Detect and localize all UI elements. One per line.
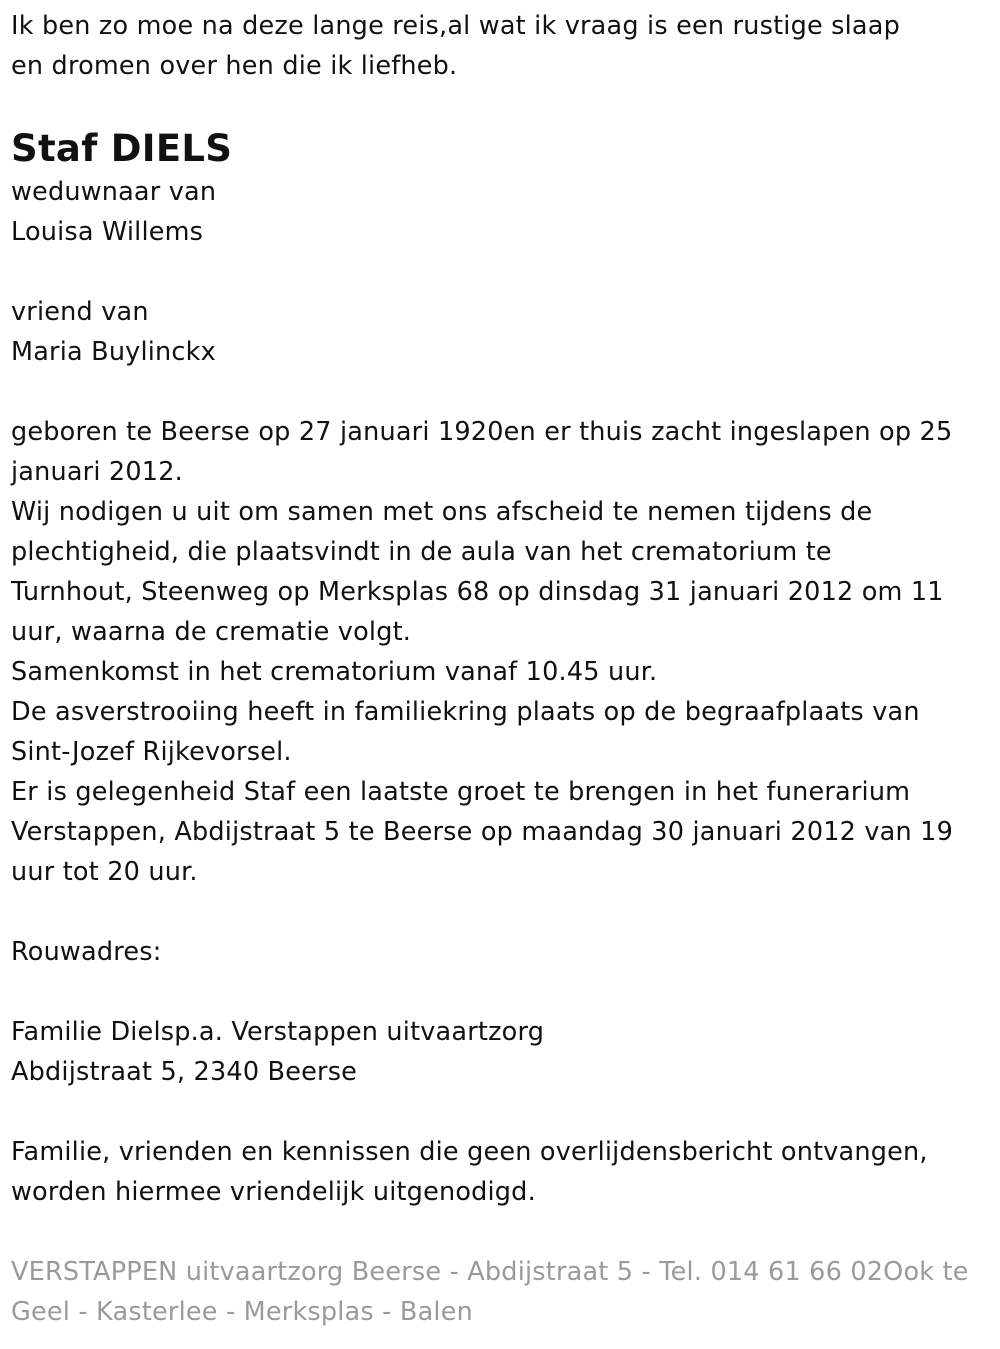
detail-line: Wij nodigen u uit om samen met ons afscheid te nemen tijdens de	[11, 497, 873, 527]
opening-quote	[11, 6, 993, 86]
footer-line-2: Geel - Kasterlee - Merksplas - Balen	[11, 1297, 473, 1327]
quote-line-2: en dromen over hen die ik liefheb.	[11, 51, 458, 81]
detail-line: Er is gelegenheid Staf een laatste groet te brengen in het funerarium	[11, 777, 911, 807]
deceased-name: Staf DIELS	[11, 127, 233, 170]
detail-line: uur, waarna de crematie volgt.	[11, 617, 412, 647]
detail-line: Turnhout, Steenweg op Merksplas 68 op dinsdag 31 januari 2012 om 11	[11, 577, 944, 607]
relation-2-name: Maria Buylinckx	[11, 337, 216, 367]
ceremony-details	[11, 412, 993, 892]
mourning-address-line-2: Abdijstraat 5, 2340 Beerse	[11, 1057, 358, 1087]
quote-line-1: Ik ben zo moe na deze lange reis,al wat ik vraag is een rustige slaap	[11, 11, 900, 41]
spacer	[11, 972, 993, 1012]
mourning-address-line-1: Familie Dielsp.a. Verstappen uitvaartzorg	[11, 1017, 545, 1047]
detail-line: geboren te Beerse op 27 januari 1920en er thuis zacht ingeslapen op 25	[11, 417, 953, 447]
obituary-notice	[11, 6, 993, 1332]
spacer	[11, 892, 993, 932]
funeral-home-footer	[11, 1252, 993, 1332]
spacer	[11, 252, 993, 292]
spacer	[11, 372, 993, 412]
spacer	[11, 1092, 993, 1132]
detail-line: uur tot 20 uur.	[11, 857, 198, 887]
relation-1-name: Louisa Willems	[11, 217, 204, 247]
detail-line: Sint-Jozef Rijkevorsel.	[11, 737, 292, 767]
mourning-address-label: Rouwadres:	[11, 937, 162, 967]
detail-line: Samenkomst in het crematorium vanaf 10.45 uur.	[11, 657, 658, 687]
detail-line: plechtigheid, die plaatsvindt in de aula van het crematorium te	[11, 537, 832, 567]
detail-line: januari 2012.	[11, 457, 183, 487]
detail-line: De asverstrooiing heeft in familiekring plaats op de begraafplaats van	[11, 697, 920, 727]
relation-1-label: weduwnaar van	[11, 177, 217, 207]
detail-line: Verstappen, Abdijstraat 5 te Beerse op maandag 30 januari 2012 van 19	[11, 817, 954, 847]
relation-2-label: vriend van	[11, 297, 149, 327]
invitation-line-2: worden hiermee vriendelijk uitgenodigd.	[11, 1177, 536, 1207]
footer-line-1: VERSTAPPEN uitvaartzorg Beerse - Abdijstraat 5 - Tel. 014 61 66 02Ook te	[11, 1257, 969, 1287]
invitation-line-1: Familie, vrienden en kennissen die geen overlijdensbericht ontvangen,	[11, 1137, 928, 1167]
spacer	[11, 1212, 993, 1252]
